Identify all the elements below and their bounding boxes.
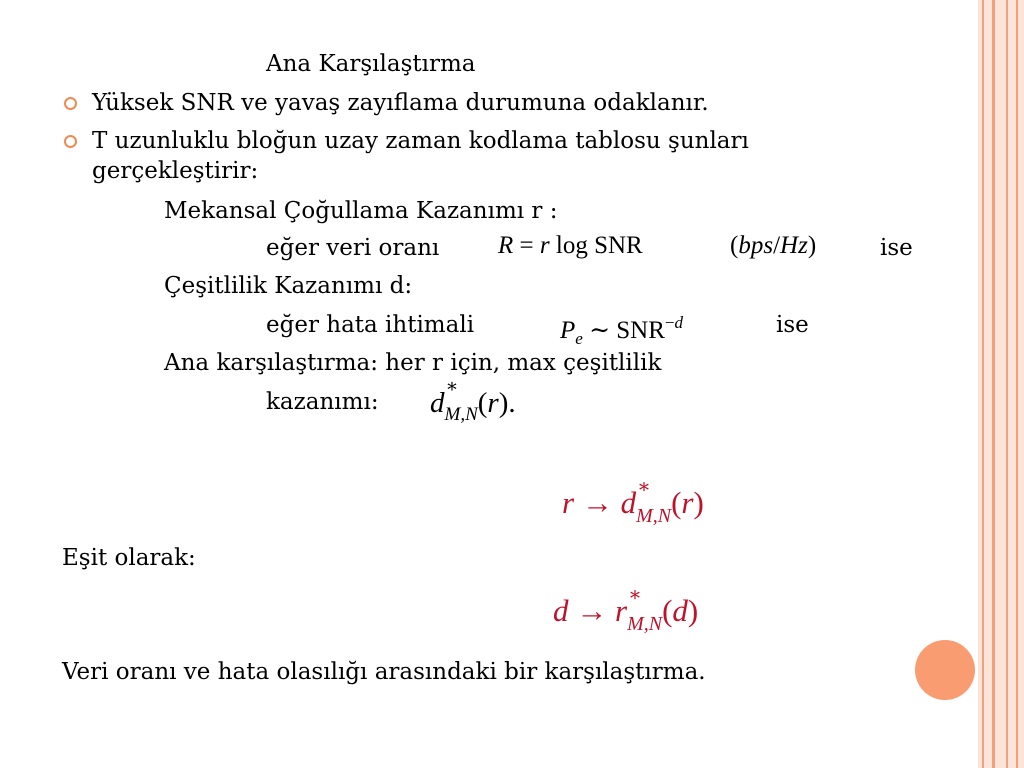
error-condition-suffix: ise <box>776 312 809 338</box>
error-formula: $P_e$ ∼ $SNR^{-d}$ <box>560 313 684 348</box>
bullet-text: Yüksek SNR ve yavaş zayıflama durumuna odaklanır. <box>92 90 709 116</box>
rate-condition-suffix: ise <box>880 235 913 261</box>
decorative-circle <box>915 640 975 700</box>
stripe-line <box>992 0 995 768</box>
rate-unit: (bps/Hz) <box>730 232 817 259</box>
rate-condition-label: eğer veri oranı <box>266 235 440 261</box>
multiplexing-gain-label: Mekansal Çoğullama Kazanımı r : <box>164 198 558 224</box>
bullet-icon <box>64 97 77 110</box>
gain-label: kazanımı: <box>266 389 379 415</box>
bullet-text: T uzunluklu bloğun uzay zaman kodlama tablosu şunları <box>92 128 749 154</box>
slide-title: Ana Karşılaştırma <box>266 51 476 77</box>
tradeoff-text: Ana karşılaştırma: her r için, max çeşitlilik <box>164 350 662 376</box>
rate-formula: R = r log SNR <box>498 232 643 259</box>
conclusion-text: Veri oranı ve hata olasılığı arasındaki bir karşılaştırma. <box>62 659 706 685</box>
mapping-rate-to-diversity: r → d ∗ $_{M,N}$(r) <box>562 476 704 527</box>
bullet-icon <box>64 135 77 148</box>
bullet-text-continued: gerçekleştirir: <box>92 158 259 184</box>
mapping-diversity-to-rate: d → r ∗ $_{M,N}$(d) <box>553 584 699 635</box>
optimal-diversity-formula: d ∗ $_{M,N}$(r). <box>430 376 516 425</box>
stripe-line <box>982 0 984 768</box>
error-condition-label: eğer hata ihtimali <box>266 312 475 338</box>
stripe-line <box>1016 0 1018 768</box>
equivalently-label: Eşit olarak: <box>62 545 196 571</box>
stripe-line <box>1006 0 1008 768</box>
diversity-gain-label: Çeşitlilik Kazanımı d: <box>164 273 413 299</box>
